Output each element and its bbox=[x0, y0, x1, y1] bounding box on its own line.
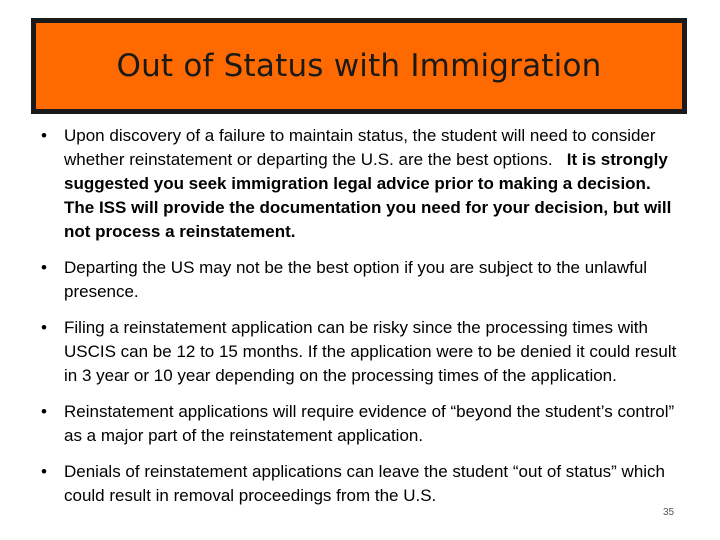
bullet-text: Filing a reinstatement application can be risky since the processing times with USCIS can be 12 to 15 months. If the application were to be denied it could result in 3 year or 10 year depending on the processing times of the application. bbox=[64, 318, 677, 385]
bullet-item bbox=[36, 256, 690, 304]
bullet-item bbox=[36, 400, 690, 448]
bullet-list bbox=[36, 124, 690, 520]
bullet-item bbox=[36, 316, 690, 388]
bullet-marker: • bbox=[41, 462, 47, 481]
page-number: 35 bbox=[663, 507, 675, 518]
bullet-item bbox=[36, 460, 690, 508]
bullet-marker: • bbox=[41, 258, 47, 277]
bullet-text: Upon discovery of a failure to maintain status, the student will need to consider whether reinstatement or departing the U.S. are the best options. bbox=[64, 126, 656, 169]
bullet-marker: • bbox=[41, 402, 47, 421]
slide-title: Out of Status with Immigration bbox=[116, 48, 602, 84]
bullet-marker: • bbox=[41, 126, 47, 145]
bullet-item bbox=[36, 124, 690, 244]
bullet-text: Reinstatement applications will require evidence of “beyond the student’s control” as a major part of the reinstatement application. bbox=[64, 402, 675, 445]
bullet-bold-text: It is strongly suggested you seek immigration legal advice prior to making a decision. The ISS will provide the documentation you need for your decision, but will not process a reinstatement. bbox=[64, 150, 677, 241]
bullet-marker: • bbox=[41, 318, 47, 337]
title-banner bbox=[31, 18, 687, 114]
bullet-text: Denials of reinstatement applications can leave the student “out of status” which could result in removal proceedings from the U.S. bbox=[64, 462, 666, 505]
bullet-text: Departing the US may not be the best option if you are subject to the unlawful presence. bbox=[64, 258, 648, 301]
